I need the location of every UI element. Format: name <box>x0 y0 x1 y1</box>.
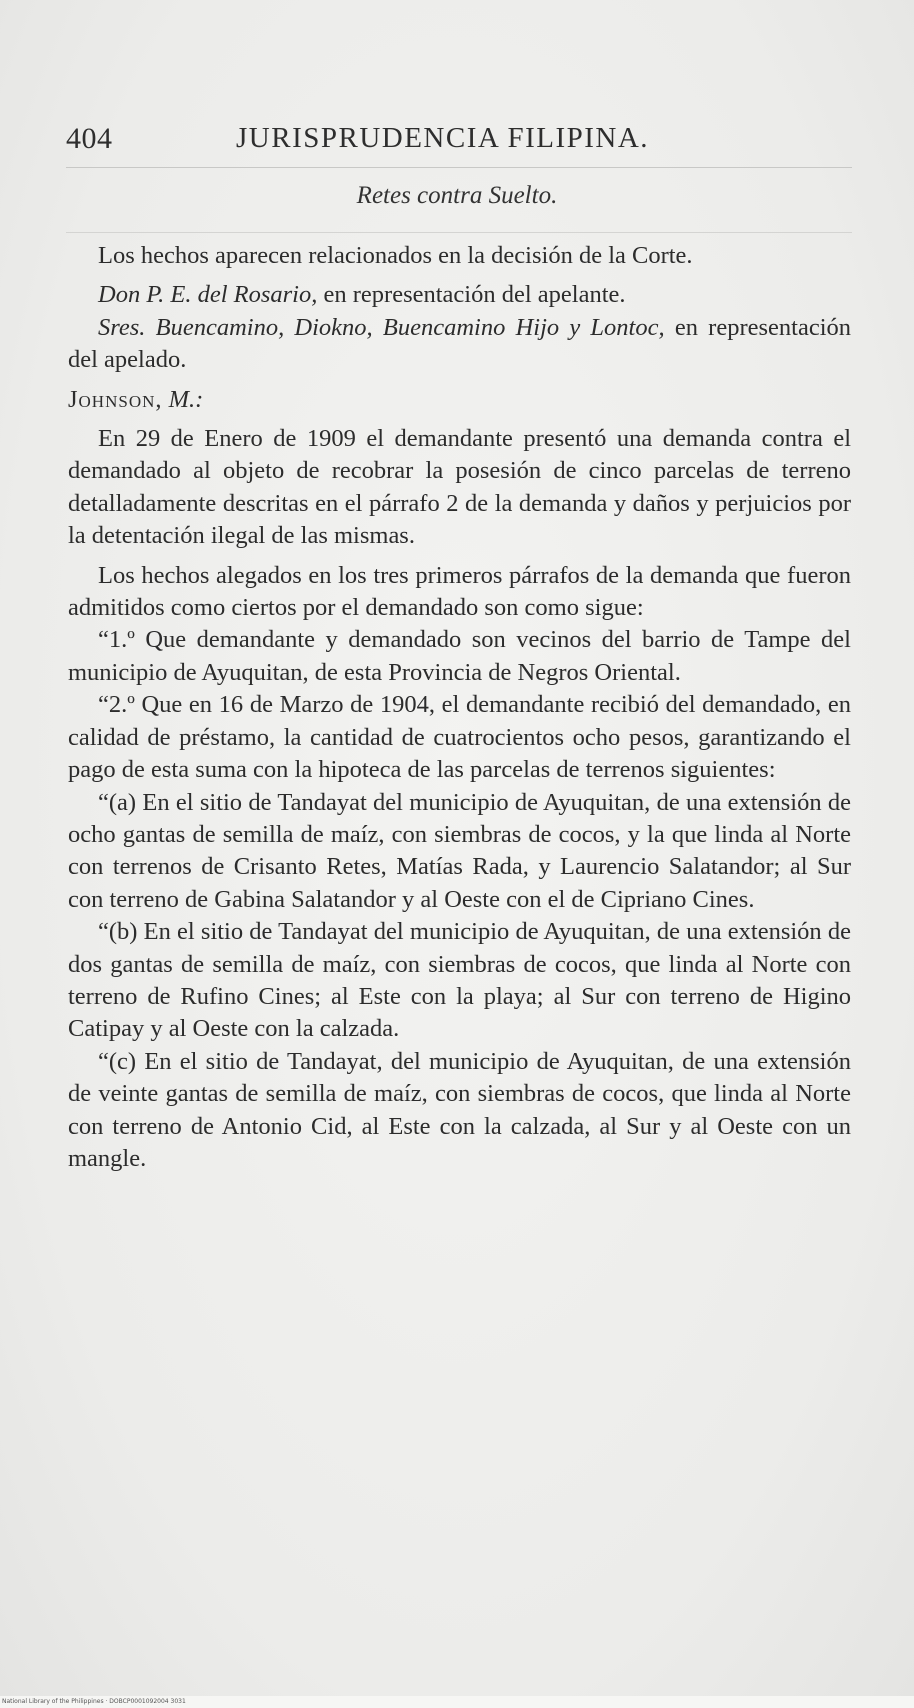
header-rule <box>66 167 852 168</box>
page-header <box>66 122 852 166</box>
page-number: 404 <box>66 122 113 155</box>
author-title: M.: <box>168 385 204 413</box>
parcel-b-label: “(b) <box>98 918 138 946</box>
parcel-a-label: “(a) <box>98 788 137 816</box>
paragraph-parcel-c: “(c) En el sitio de Tandayat, del municipio de Ayuquitan, de una extensión de veinte gantas de semilla de maíz, con siembras de cocos, que linda al Norte con terreno de Antonio Cid, al Este con la calzada, al Sur y al Oeste con un mangle. <box>68 1047 851 1172</box>
paragraph-parcel-b: “(b) En el sitio de Tandayat del municipio de Ayuquitan, de una extensión de dos gantas de semilla de maíz, con siembras de cocos, que linda al Norte con terreno de Rufino Cines; al Este con la playa; al Sur con terreno de Higino Catipay y al Oeste con la calzada. <box>68 918 851 1043</box>
paragraph-appellee-counsel: Sres. Buencamino, Diokno, Buencamino Hijo y Lontoc, en representación del apelado. <box>68 313 851 374</box>
scan-footer: National Library of the Philippines · DOBCP0001092004 3031 <box>0 1696 914 1708</box>
case-title: Retes contra Suelto. <box>356 182 558 209</box>
parcel-c-label: “(c) <box>98 1047 137 1075</box>
paragraph-appellant-counsel: Don P. E. del Rosario, en representación del apelante. <box>98 281 626 309</box>
paragraph-facts: Los hechos aparecen relacionados en la decisión de la Corte. <box>98 242 693 269</box>
paragraph-complaint: En 29 de Enero de 1909 el demandante presentó una demanda contra el demandado al objeto de recobrar la posesión de cinco parcelas de terreno detalladamente descritas en el párrafo 2 de la demanda y daños y perjuicios por la detentación ilegal de las mismas. <box>68 425 851 550</box>
paragraph-item-2: “2.º Que en 16 de Marzo de 1904, el demandante recibió del demandado, en calidad de préstamo, la cantidad de cuatrocientos ocho pesos, garantizando el pago de esta suma con la hipoteca de las parcelas de terrenos siguientes: <box>68 691 851 784</box>
paragraph-item-1: “1.º Que demandante y demandado son vecinos del barrio de Tampe del municipio de Ayuquitan, de esta Provincia de Negros Oriental. <box>68 626 851 686</box>
author-name: Johnson, <box>68 385 163 413</box>
body-text <box>68 240 851 1175</box>
paragraph-admitted-facts: Los hechos alegados en los tres primeros párrafos de la demanda que fueron admitidos como ciertos por el demandado son como sigue: <box>68 561 851 622</box>
appellee-counsel-names: Sres. Buencamino, Diokno, Buencamino Hijo y Lontoc, <box>98 313 665 341</box>
running-title: JURISPRUDENCIA FILIPINA. <box>236 122 650 154</box>
opinion-author <box>68 384 851 416</box>
paragraph-parcel-a: “(a) En el sitio de Tandayat del municipio de Ayuquitan, de una extensión de ocho gantas de semilla de maíz, con siembras de cocos, y la que linda al Norte con terrenos de Crisanto Retes, Matías Rada, y Laurencio Salatandor; al Sur con terreno de Gabina Salatandor y al Oeste con el de Cipriano Cines. <box>68 788 851 913</box>
case-title-rule <box>66 232 852 233</box>
appellant-counsel-name: Don P. E. del Rosario, <box>98 281 318 309</box>
